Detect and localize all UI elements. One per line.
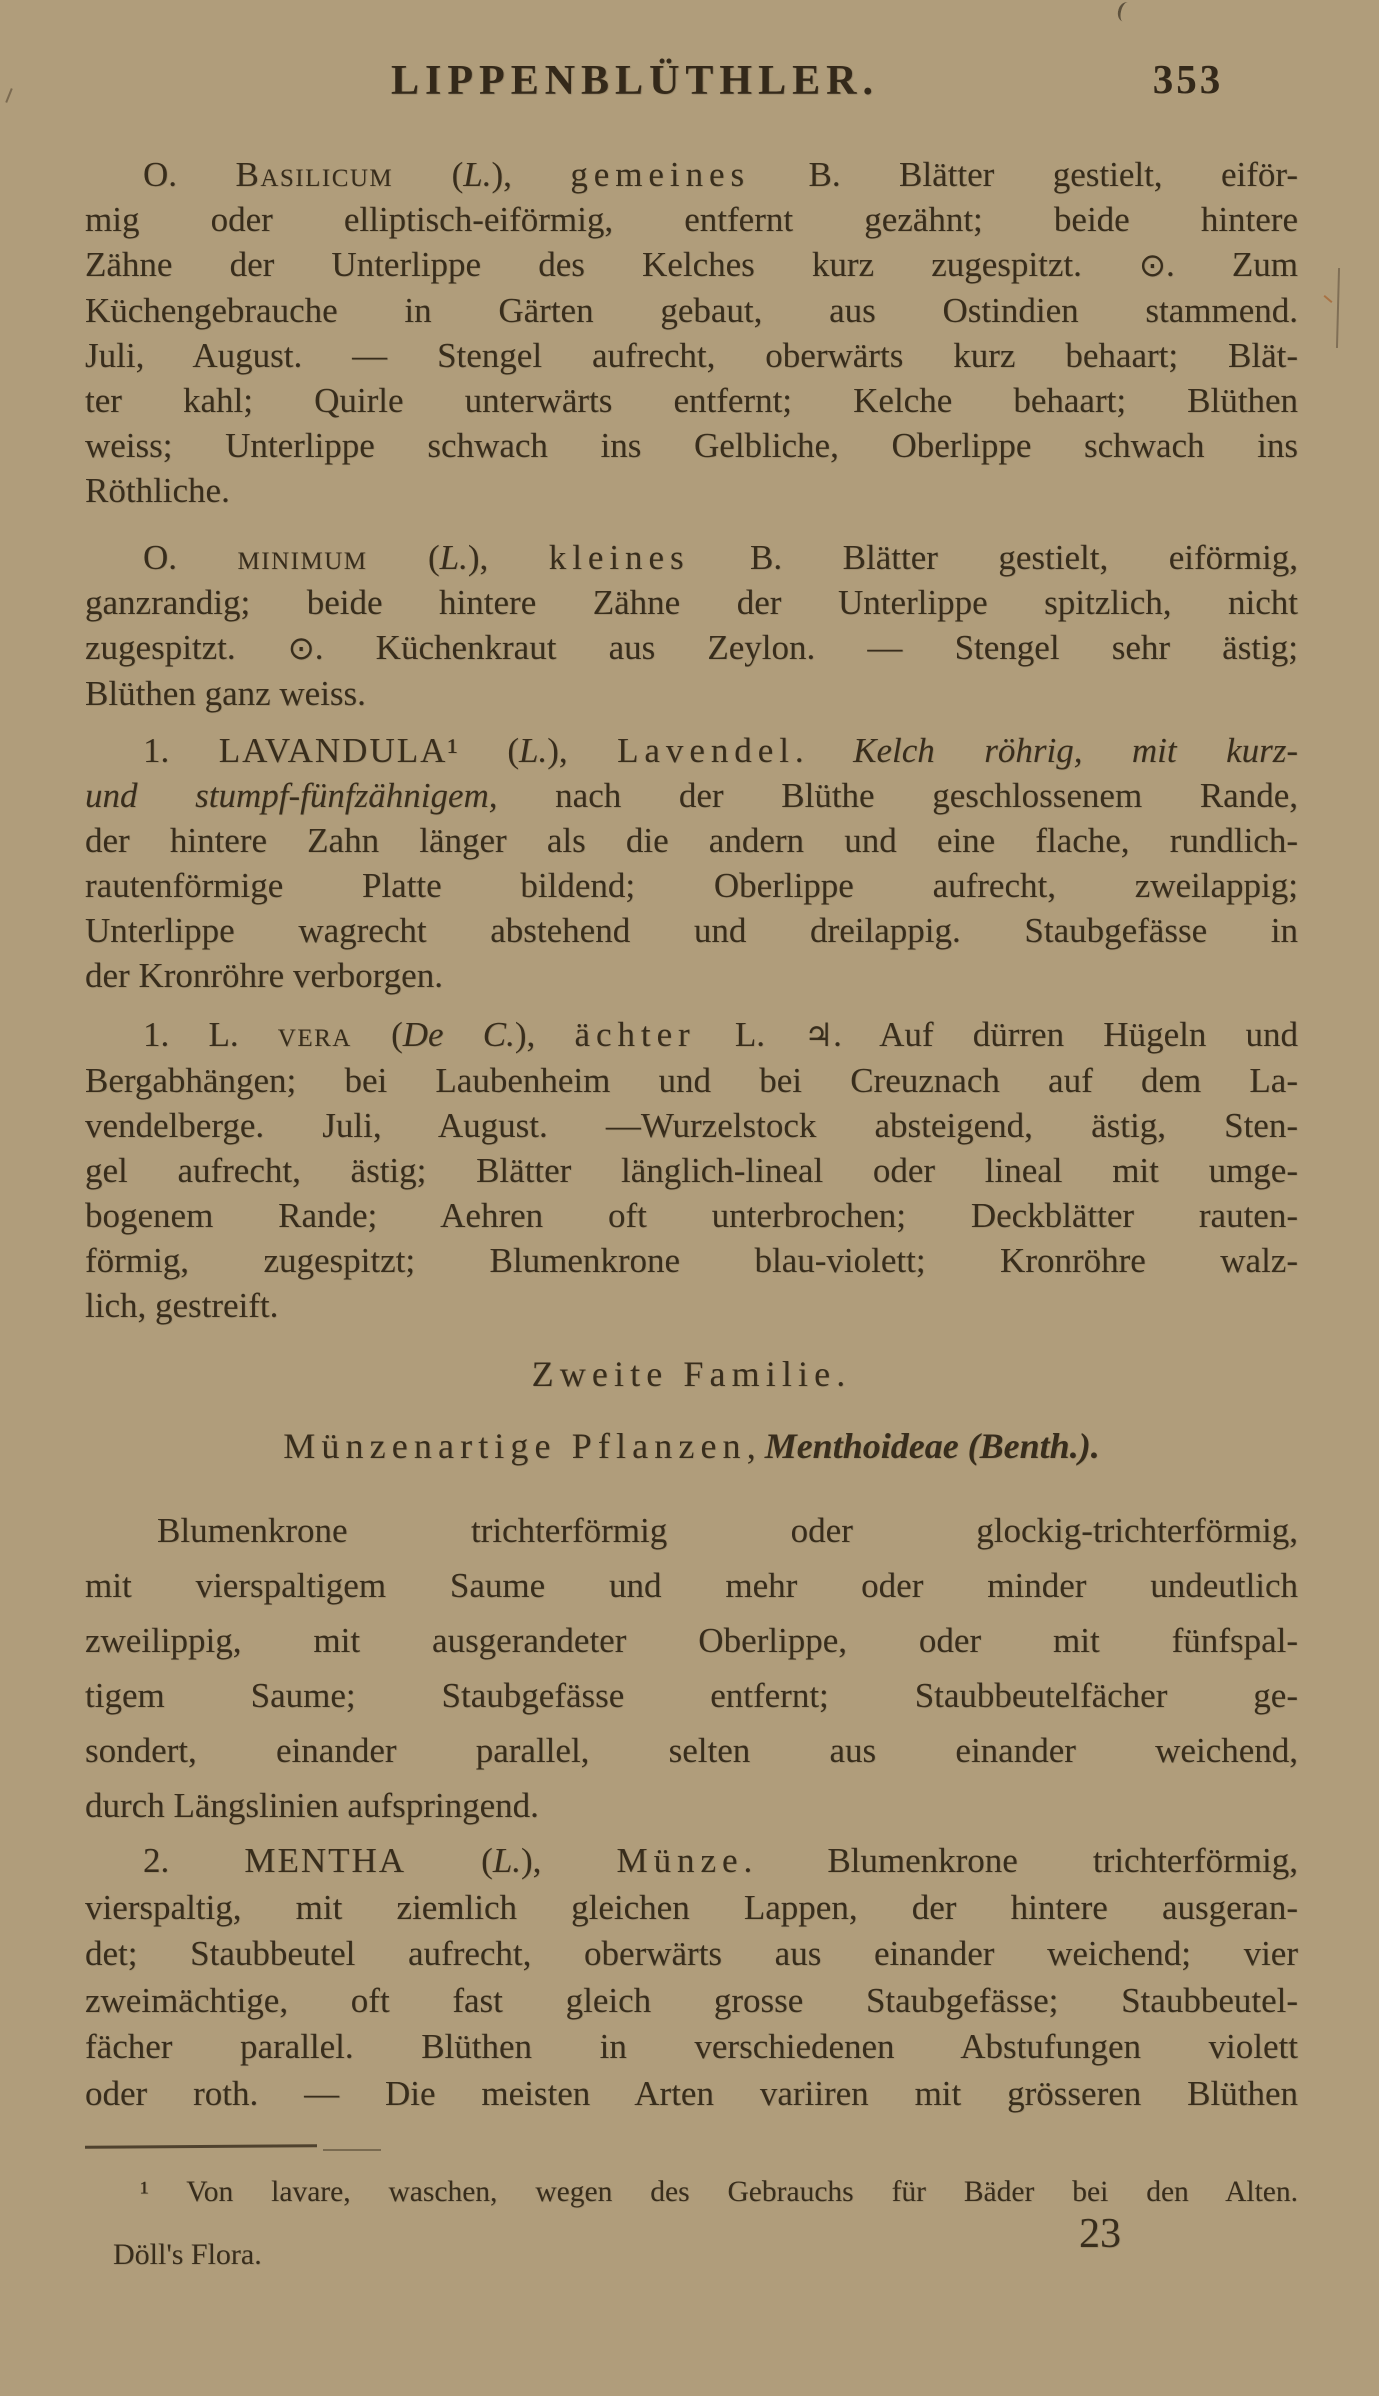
text-segment: der Kronröhre verborgen. — [85, 956, 443, 995]
page-title: LIPPENBLÜTHLER. — [391, 58, 879, 104]
text-line — [85, 1103, 1298, 1148]
text-line — [85, 728, 1298, 773]
text-segment: De C. — [402, 1015, 515, 1054]
text-segment: Lavendel — [617, 731, 795, 770]
text-segment: fächer parallel. Blüthen in verschiedenen Abstufungen violett — [85, 2027, 1298, 2066]
text-segment: ( — [351, 1015, 403, 1054]
text-segment: ¹ Von lavare, waschen, wegen des Gebrauchs für Bäder bei den Alten. — [140, 2176, 1298, 2208]
text-segment: . Küchenkraut aus Zeylon. — Stengel sehr ästig; — [314, 628, 1298, 667]
paragraph-genus-lavandula — [85, 728, 1298, 998]
text-segment: sondert, einander parallel, selten aus einander weichend, — [85, 1731, 1298, 1770]
footnote-separator-dash — [323, 2149, 381, 2151]
text-segment: ganzrandig; beide hintere Zähne der Unterlippe spitzlich, nicht — [85, 583, 1298, 622]
footnote-separator-rule — [85, 2144, 317, 2148]
text-segment: B. Blätter gestielt, eiför- — [750, 155, 1299, 194]
text-line — [85, 953, 1298, 998]
text-line — [85, 152, 1298, 197]
text-segment: ( — [406, 1841, 493, 1880]
stray-ink-mark — [1116, 0, 1135, 23]
text-line — [85, 625, 1298, 671]
text-segment: Kelch röhrig, mit kurz- — [853, 731, 1299, 770]
text-segment: ), — [521, 1841, 617, 1880]
text-line — [85, 1838, 1298, 1885]
text-line — [85, 1058, 1298, 1103]
text-segment: mit vierspaltigem Saume und mehr oder minder undeutlich — [85, 1566, 1298, 1605]
text-line — [85, 818, 1298, 863]
text-line — [85, 288, 1298, 333]
botanical-duration-symbol: ♃ — [804, 1016, 834, 1054]
text-line — [85, 1283, 1298, 1328]
heading-menthoideae — [85, 1424, 1298, 1469]
text-segment: zugespitzt. — [85, 628, 288, 667]
text-line — [85, 197, 1298, 242]
text-segment: ), — [514, 1015, 575, 1054]
text-segment: . Auf dürren Hügeln und — [833, 1015, 1299, 1054]
text-segment: Münzenartige Pflanzen — [283, 1426, 747, 1466]
text-line — [85, 1424, 1298, 1469]
text-segment: Küchengebrauche in Gärten gebaut, aus Ostindien stammend. — [85, 291, 1298, 330]
text-segment: Blumenkrone trichterförmig oder glockig-trichterförmig, — [157, 1511, 1298, 1550]
text-line — [85, 1931, 1298, 1978]
text-segment: L. — [519, 731, 548, 770]
text-segment: der hintere Zahn länger als die andern und eine flache, rundlich- — [85, 821, 1298, 860]
text-line — [85, 1238, 1298, 1283]
text-line — [85, 423, 1298, 468]
margin-rust-tick — [1324, 295, 1333, 303]
text-segment: tigem Saume; Staubgefässe entfernt; Staubbeutelfächer ge- — [85, 1676, 1298, 1715]
text-segment: 2. — [143, 1841, 245, 1880]
text-line — [85, 1885, 1298, 1932]
text-segment: ), — [467, 538, 549, 577]
text-segment: 1. — [143, 731, 219, 770]
text-line — [85, 580, 1298, 625]
text-segment: B. Blätter gestielt, eiförmig, — [689, 538, 1298, 577]
text-line — [85, 1193, 1298, 1238]
text-segment: zweimächtige, oft fast gleich grosse Staubgefässe; Staubbeutel- — [85, 1980, 1298, 2020]
text-line — [85, 1558, 1298, 1613]
text-segment: ächter — [574, 1015, 696, 1054]
text-segment: ¹ ( — [447, 731, 519, 770]
paragraph-ocimum-basilicum — [85, 152, 1298, 513]
text-segment: gel aufrecht, ästig; Blätter länglich-lineal oder lineal mit umge- — [85, 1151, 1298, 1190]
text-segment: ), — [491, 155, 571, 194]
paragraph-ocimum-minimum — [85, 535, 1298, 716]
text-segment: durch Längslinien aufspringend. — [85, 1786, 539, 1825]
signature-mark: 23 — [1079, 2211, 1121, 2257]
text-segment: ), — [547, 731, 618, 770]
paragraph-lavandula-vera — [85, 1012, 1298, 1328]
text-segment: lich, gestreift. — [85, 1286, 279, 1325]
text-segment: vierspaltig, mit ziemlich gleichen Lappen, der hintere ausgeran- — [85, 1887, 1298, 1927]
text-segment: L. — [439, 538, 468, 577]
paragraph-genus-mentha — [85, 1838, 1298, 2117]
text-segment: 1. L. — [143, 1015, 278, 1054]
text-segment: mig oder elliptisch-eiförmig, entfernt gezähnt; beide hintere — [85, 200, 1298, 239]
running-header — [85, 57, 1185, 105]
text-line — [85, 1668, 1298, 1723]
text-segment: Unterlippe wagrecht abstehend und dreilappig. Staubgefässe in — [85, 911, 1298, 950]
text-segment: Münze — [616, 1841, 744, 1880]
text-segment: det; Staubbeutel aufrecht, oberwärts aus einander weichend; vier — [85, 1934, 1298, 1973]
text-segment: weiss; Unterlippe schwach ins Gelbliche, Oberlippe schwach ins — [85, 426, 1298, 465]
text-segment: Zähne der Unterlippe des Kelches kurz zugespitzt. — [85, 245, 1140, 284]
text-segment: minimum — [237, 538, 368, 577]
text-segment: L. — [492, 1841, 522, 1880]
text-segment: zweilippig, mit ausgerandeter Oberlippe, oder mit fünfspal- — [85, 1621, 1298, 1660]
text-segment: L. — [463, 155, 492, 194]
text-segment: nach der Blüthe geschlossenem Rande, — [497, 776, 1298, 815]
imprint-label: Döll's Flora. — [113, 2238, 262, 2271]
text-line — [85, 1352, 1298, 1397]
text-segment: bogenem Rande; Aehren oft unterbrochen; Deckblätter rauten- — [85, 1196, 1298, 1235]
text-line — [85, 1978, 1298, 2025]
text-segment: LAVANDULA — [218, 731, 448, 770]
footnote — [85, 2143, 1298, 2211]
text-segment: Zweite Familie. — [531, 1354, 852, 1394]
left-margin-tick — [5, 88, 12, 103]
margin-pencil-mark — [1336, 268, 1340, 348]
text-segment: gemeines — [570, 155, 751, 194]
text-segment: Menthoideae (Benth.). — [764, 1426, 1100, 1466]
page-number: 353 — [1152, 56, 1224, 102]
text-line — [85, 378, 1298, 423]
text-line — [85, 468, 1298, 513]
text-segment: rautenförmige Platte bildend; Oberlippe aufrecht, zweilappig; — [85, 866, 1298, 905]
botanical-duration-symbol: ⊙ — [1139, 246, 1166, 284]
text-segment: , — [746, 1426, 765, 1466]
heading-zweite-familie — [85, 1352, 1298, 1397]
text-line — [85, 1613, 1298, 1668]
text-line — [85, 1012, 1298, 1058]
text-line — [85, 1148, 1298, 1193]
text-segment: Basilicum — [235, 155, 394, 194]
text-segment: ( — [367, 538, 440, 577]
text-line — [85, 535, 1298, 580]
text-segment: und stumpf-fünfzähnigem, — [85, 776, 498, 815]
text-line — [85, 2024, 1298, 2071]
text-segment: förmig, zugespitzt; Blumenkrone blau-violett; Kronröhre walz- — [85, 1241, 1298, 1280]
text-line — [85, 1778, 1298, 1833]
text-line — [85, 908, 1298, 953]
text-segment: . — [794, 731, 854, 770]
text-segment: O. — [143, 155, 236, 194]
text-line — [85, 2071, 1298, 2118]
text-line — [85, 863, 1298, 908]
text-segment: vera — [277, 1015, 352, 1054]
paragraph-family-description — [85, 1503, 1298, 1833]
text-line — [85, 333, 1298, 378]
botanical-duration-symbol: ⊙ — [287, 629, 315, 667]
text-line — [85, 2173, 1298, 2211]
text-line — [85, 671, 1298, 716]
text-segment: Juli, August. — Stengel aufrecht, oberwärts kurz behaart; Blät- — [85, 336, 1298, 375]
text-segment: . Blumenkrone trichterförmig, — [743, 1841, 1298, 1880]
text-segment: . Zum — [1166, 245, 1298, 284]
text-line — [85, 773, 1298, 818]
text-line — [85, 1723, 1298, 1778]
text-segment: oder roth. — Die meisten Arten variiren mit grösseren Blüthen — [85, 2073, 1298, 2113]
text-segment: ( — [393, 155, 464, 194]
text-segment: MENTHA — [244, 1841, 407, 1880]
text-line — [85, 242, 1298, 288]
text-segment: Blüthen ganz weiss. — [85, 674, 366, 713]
text-segment: kleines — [548, 538, 690, 577]
text-segment: O. — [143, 538, 238, 577]
text-segment: L. — [695, 1015, 805, 1054]
text-segment: ter kahl; Quirle unterwärts entfernt; Kelche behaart; Blüthen — [85, 381, 1298, 420]
text-line — [85, 1503, 1298, 1558]
text-segment: Röthliche. — [85, 471, 230, 510]
text-segment: Bergabhängen; bei Laubenheim und bei Creuznach auf dem La- — [85, 1061, 1298, 1100]
text-segment: vendelberge. Juli, August. —Wurzelstock absteigend, ästig, Sten- — [85, 1106, 1298, 1145]
